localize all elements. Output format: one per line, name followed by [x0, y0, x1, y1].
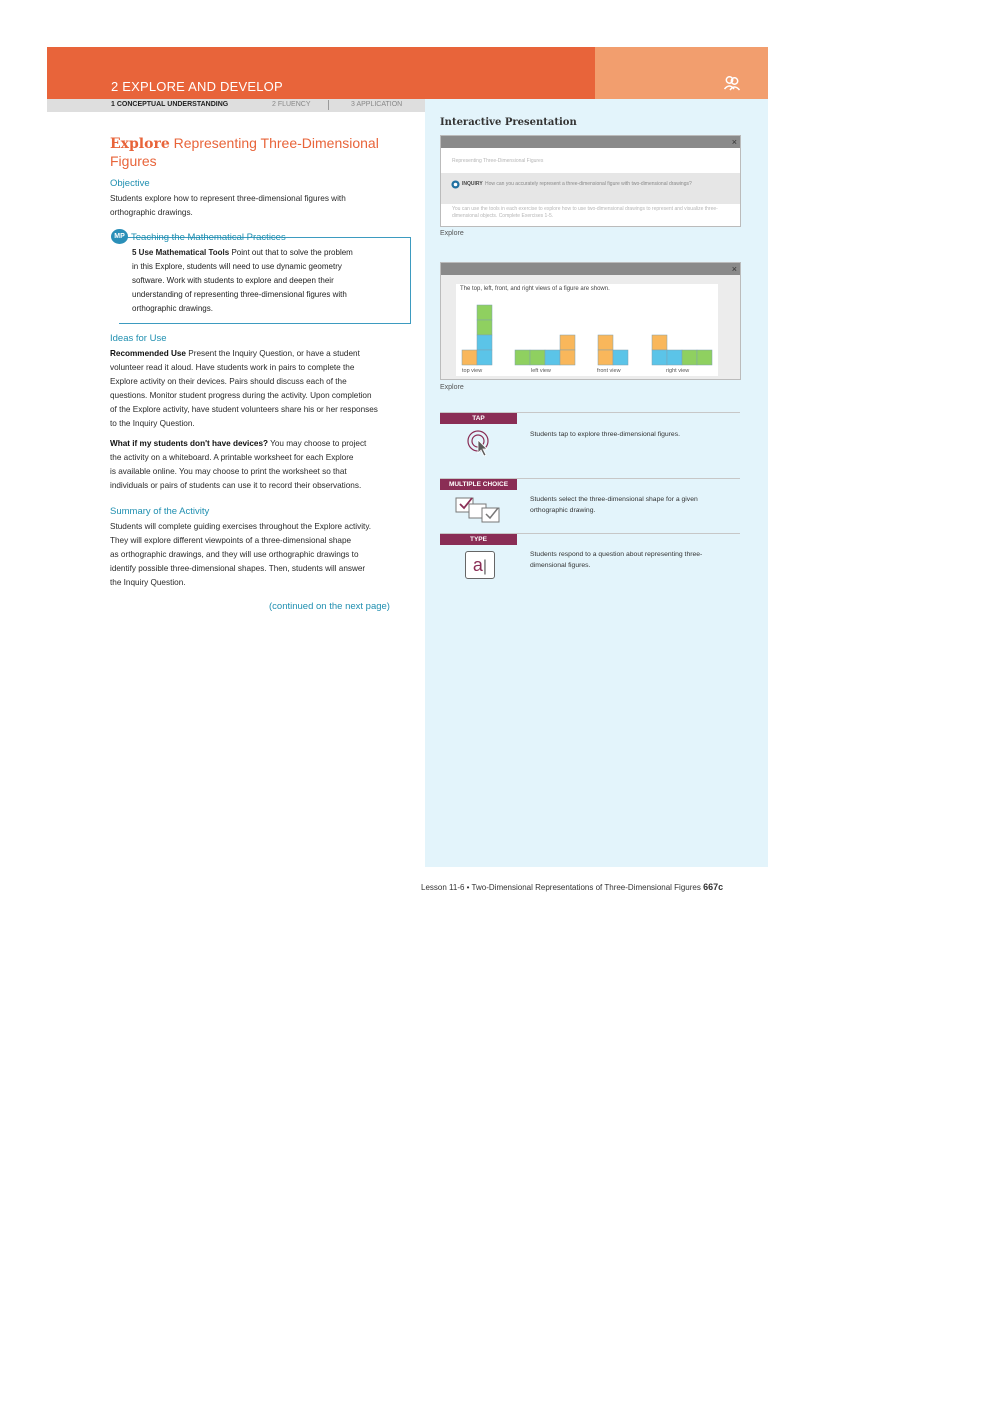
practices-lead: 5 Use Mathematical Tools	[132, 248, 230, 257]
tap-badge: TAP	[440, 413, 517, 424]
footer-title: Two-Dimensional Representations of Three-Dimensional Figures	[471, 883, 701, 892]
page-footer	[421, 882, 723, 892]
text-line: the activity on a whiteboard. A printable worksheet for each Explore	[110, 453, 354, 462]
left-view-drawing	[515, 335, 575, 365]
explore-title-bold: Explore	[110, 136, 170, 152]
top-view-drawing	[462, 305, 492, 365]
view-label-top: top view	[462, 368, 483, 374]
text-line: to the Inquiry Question.	[110, 419, 195, 428]
text-line: individuals or pairs of students can use it to record their observations.	[110, 481, 362, 490]
text-line: software. Work with students to explore and deepen their	[132, 276, 334, 285]
practices-text	[132, 246, 402, 316]
text-line: orthographic drawings.	[132, 304, 213, 313]
screenshot-inquiry	[440, 135, 741, 227]
summary-heading: Summary of the Activity	[110, 506, 210, 517]
text-line: Students tap to explore three-dimensional figures.	[530, 431, 680, 438]
tab-divider	[328, 100, 329, 110]
view-label-right: right view	[666, 368, 690, 374]
paren-open: (	[269, 601, 273, 612]
views-prompt: The top, left, front, and right views of a figure are shown.	[460, 286, 610, 292]
type-description	[530, 549, 720, 571]
text-line: Explore activity on their devices. Pairs should discuss each of the	[110, 377, 347, 386]
text-line: of the Explore activity, have student volunteers share his or her responses	[110, 405, 378, 414]
screenshot-orthographic-views	[440, 262, 741, 380]
type-icon: a|	[465, 551, 495, 579]
text-line: Students will complete guiding exercises throughout the Explore activity.	[110, 522, 372, 531]
text-line: volunteer read it aloud. Have students work in pairs to complete the	[110, 363, 355, 372]
continued-text: continued on the next page	[272, 601, 387, 612]
tab-fluency: 2 FLUENCY	[272, 101, 311, 108]
close-icon: ×	[731, 137, 737, 147]
screenshot-body-line: dimensional objects. Complete Exercises 1-5.	[452, 213, 554, 219]
devices-text	[110, 437, 415, 493]
recommended-use-lead: Recommended Use	[110, 349, 186, 358]
tab-conceptual-understanding: 1 CONCEPTUAL UNDERSTANDING	[111, 101, 229, 108]
views-card	[456, 284, 718, 376]
section-header-accent	[595, 47, 768, 99]
inquiry-band	[441, 173, 740, 204]
text-line: understanding of representing three-dimensional figures with	[132, 290, 347, 299]
practices-heading: Teaching the Mathematical Practices	[131, 232, 286, 243]
text-line: in this Explore, students will need to use dynamic geometry	[132, 262, 342, 271]
objective-heading: Objective	[110, 178, 150, 189]
interactive-presentation-title: Interactive Presentation	[440, 117, 577, 128]
screenshot-titlebar	[441, 136, 740, 148]
paren-close: )	[386, 601, 390, 612]
explore-title	[110, 135, 410, 170]
screenshot-body-line: You can use the tools in each exercise to explore how to use two-dimensional drawings to represent and visualize three-	[452, 206, 718, 212]
text-line: identify possible three-dimensional shapes. Then, students will answer	[110, 564, 366, 573]
tap-icon	[466, 429, 492, 459]
footer-bullet: •	[464, 883, 472, 892]
close-icon: ×	[731, 264, 737, 274]
text-line: as orthographic drawings, and they will use orthographic drawings to	[110, 550, 359, 559]
text-line: dimensional figures.	[530, 562, 591, 569]
type-icon-letter: a	[472, 555, 483, 575]
text-line: Present the Inquiry Question, or have a student	[186, 349, 360, 358]
inquiry-text: How can you accurately represent a three-dimensional figure with two-dimensional drawings?	[485, 181, 692, 187]
text-line: is available online. You may choose to print the worksheet so that	[110, 467, 347, 476]
right-view-drawing	[652, 335, 712, 365]
text-line: the Inquiry Question.	[110, 578, 186, 587]
front-view-drawing	[598, 335, 628, 365]
screenshot-titlebar	[441, 263, 740, 275]
text-line: questions. Monitor student progress during the activity. Upon completion	[110, 391, 372, 400]
text-line: orthographic drawings.	[110, 208, 193, 217]
text-line: Students respond to a question about representing three-	[530, 551, 703, 558]
continued-note	[269, 601, 390, 612]
orthographic-views-figure	[456, 284, 718, 376]
objective-text	[110, 192, 415, 220]
inquiry-label: INQUIRY	[462, 181, 483, 187]
text-line: orthographic drawing.	[530, 507, 596, 514]
text-line: You may choose to project	[268, 439, 367, 448]
screenshot-caption: Explore	[440, 384, 464, 391]
mp-badge-icon: MP	[111, 229, 128, 244]
inquiry-icon	[451, 180, 460, 189]
view-label-left: left view	[531, 368, 551, 374]
screenshot-caption: Explore	[440, 230, 464, 237]
footer-lesson: Lesson 11-6	[421, 883, 465, 892]
section-title: 2 EXPLORE AND DEVELOP	[111, 79, 283, 94]
text-line: Students explore how to represent three-dimensional figures with	[110, 194, 346, 203]
multiple-choice-badge: MULTIPLE CHOICE	[440, 479, 517, 490]
screenshot-title: Representing Three-Dimensional Figures	[452, 158, 544, 164]
type-badge: TYPE	[440, 534, 517, 545]
summary-text	[110, 520, 415, 590]
text-line: Point out that to solve the problem	[229, 248, 353, 257]
multiple-choice-icon	[455, 496, 501, 524]
text-line: Students select the three-dimensional shape for a given	[530, 496, 698, 503]
two-people-icon	[723, 74, 741, 92]
page-number: 667c	[703, 882, 724, 892]
text-line: They will explore different viewpoints of a three-dimensional shape	[110, 536, 352, 545]
devices-lead: What if my students don't have devices?	[110, 439, 268, 448]
tab-application: 3 APPLICATION	[351, 101, 403, 108]
ideas-heading: Ideas for Use	[110, 333, 167, 344]
explore-title-rest: Representing Three-Dimensional	[173, 135, 379, 151]
lesson-phase-tabs	[47, 99, 425, 112]
view-label-front: front view	[597, 368, 621, 374]
multiple-choice-description	[530, 494, 720, 516]
explore-title-rest-2: Figures	[110, 153, 157, 169]
tap-description	[530, 429, 720, 440]
recommended-use-text	[110, 347, 415, 431]
